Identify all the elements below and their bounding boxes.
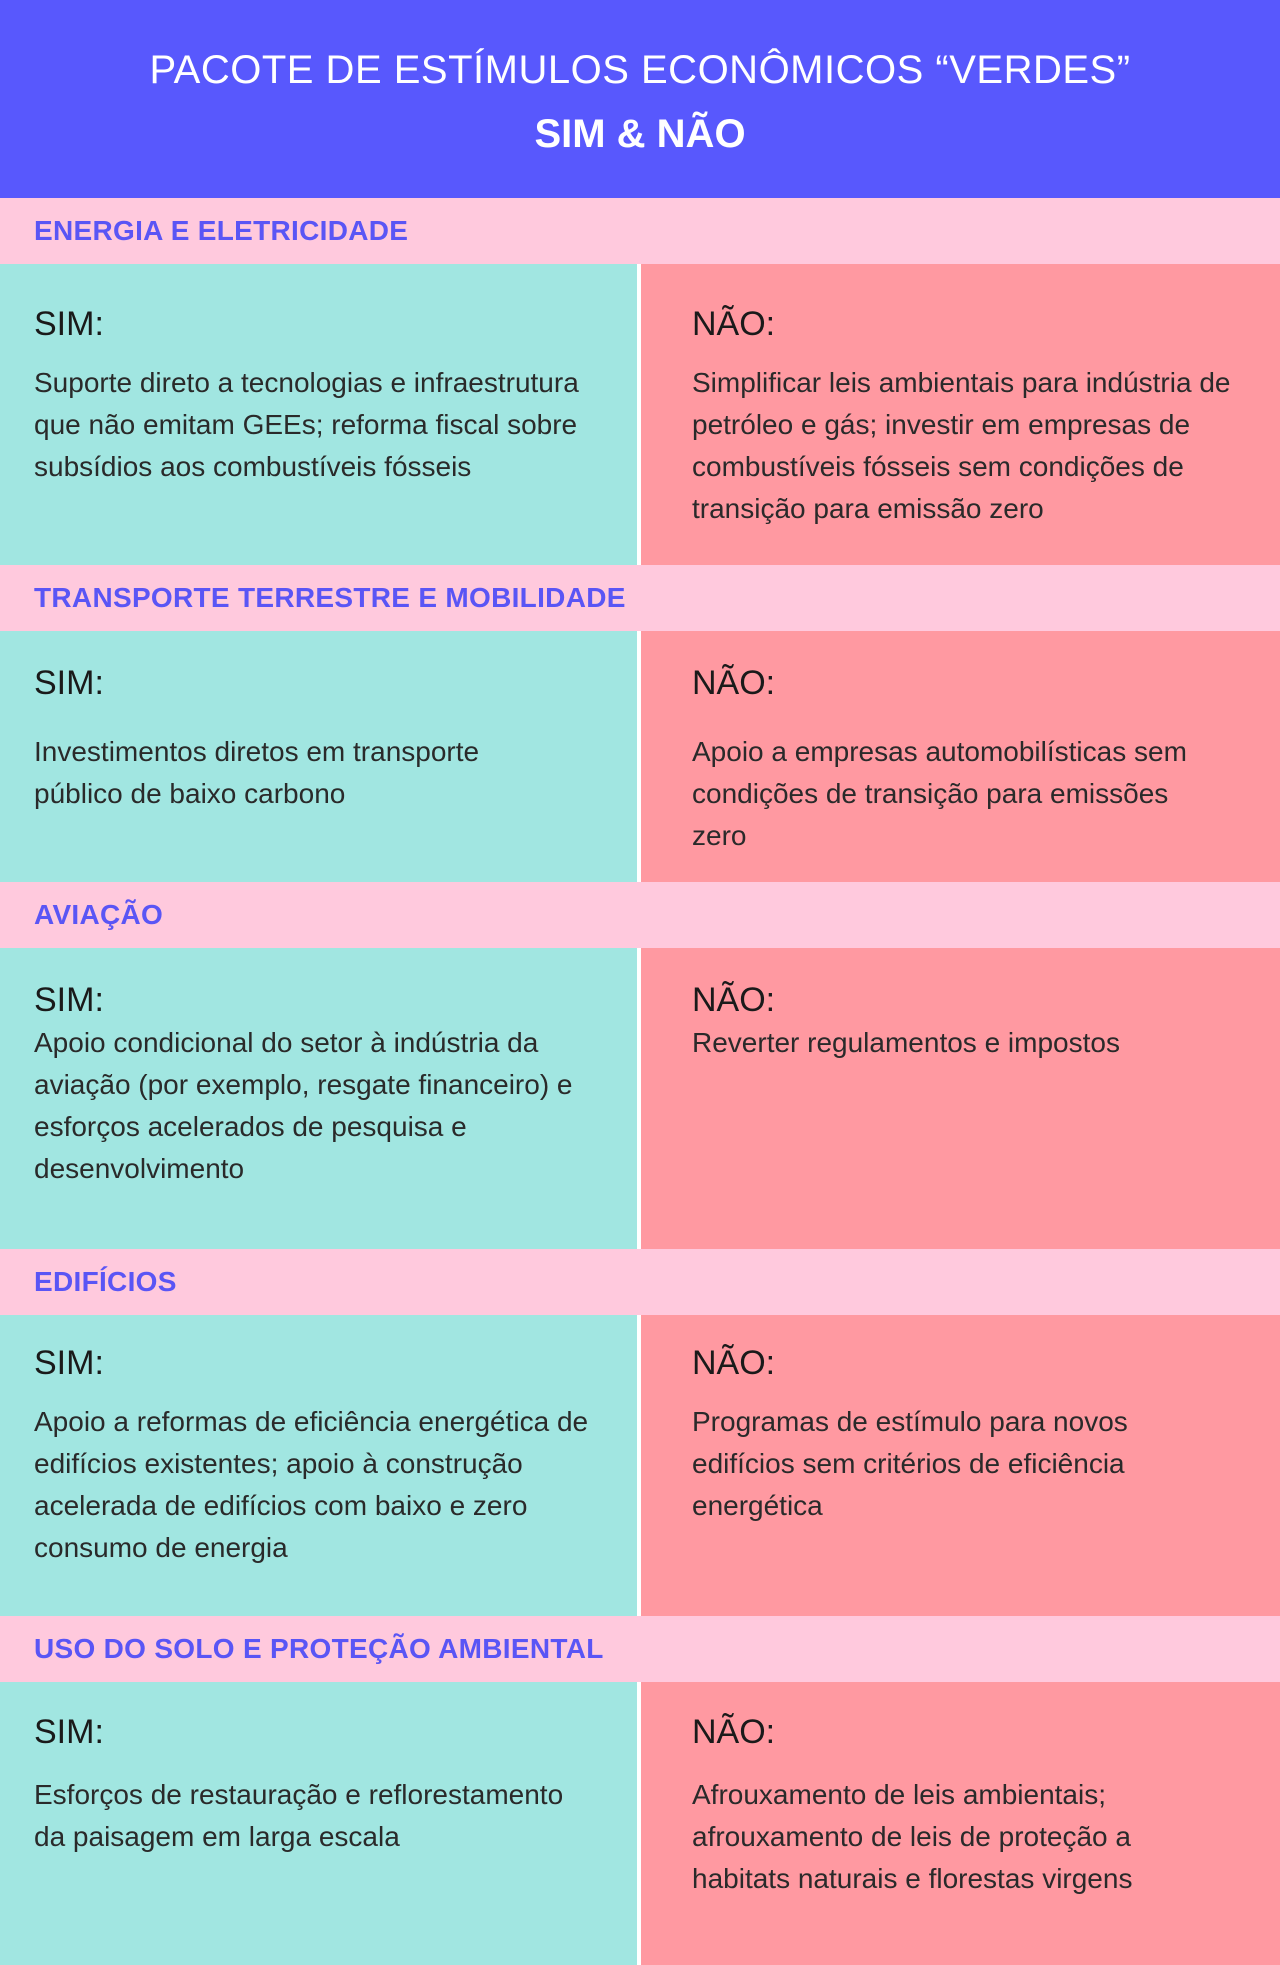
no-panel <box>641 948 1280 1249</box>
title-line-1: PACOTE DE ESTÍMULOS ECONÔMICOS “VERDES” <box>149 48 1131 92</box>
section-energy <box>0 198 1280 565</box>
section-buildings <box>0 1249 1280 1616</box>
no-label: NÃO: <box>692 1713 776 1751</box>
section-title: TRANSPORTE TERRESTRE E MOBILIDADE <box>0 565 1280 631</box>
no-panel <box>641 264 1280 565</box>
no-text: Afrouxamento de leis ambientais; afrouxamento de leis de proteção a habitats naturais e florestas virgens <box>692 1779 1133 1894</box>
yes-label: SIM: <box>34 305 104 343</box>
no-panel <box>641 1315 1280 1616</box>
section-title: AVIAÇÃO <box>0 882 1280 948</box>
no-text: Programas de estímulo para novos edifícios sem critérios de eficiência energética <box>692 1406 1128 1521</box>
yes-text: Esforços de restauração e reflorestamento da paisagem em larga escala <box>34 1779 564 1852</box>
yes-text: Suporte direto a tecnologias e infraestrutura que não emitam GEEs; reforma fiscal sobre subsídios aos combustíveis fósseis <box>34 367 579 482</box>
section-title: ENERGIA E ELETRICIDADE <box>0 198 1280 264</box>
section-land-use <box>0 1616 1280 1965</box>
section-aviation <box>0 882 1280 1249</box>
no-text: Simplificar leis ambientais para indústria de petróleo e gás; investir em empresas de combustíveis fósseis sem condições de transição para emissão zero <box>692 367 1231 524</box>
yes-text: Investimentos diretos em transporte público de baixo carbono <box>34 736 480 809</box>
yes-label: SIM: <box>34 981 104 1019</box>
no-label: NÃO: <box>692 1344 776 1382</box>
section-title: EDIFÍCIOS <box>0 1249 1280 1315</box>
section-transport <box>0 565 1280 882</box>
header <box>0 0 1280 198</box>
no-label: NÃO: <box>692 305 776 343</box>
yes-label: SIM: <box>34 1713 104 1751</box>
no-label: NÃO: <box>692 981 776 1019</box>
yes-panel <box>0 1315 637 1616</box>
no-text: Reverter regulamentos e impostos <box>692 1027 1120 1058</box>
yes-panel <box>0 264 637 565</box>
yes-panel <box>0 631 637 882</box>
no-label: NÃO: <box>692 664 776 702</box>
no-panel <box>641 631 1280 882</box>
title-line-2: SIM & NÃO <box>534 112 746 156</box>
yes-text: Apoio a reformas de eficiência energética de edifícios existentes; apoio à construção acelerada de edifícios com baixo e zero consumo de energia <box>34 1406 589 1563</box>
no-panel <box>641 1682 1280 1965</box>
no-text: Apoio a empresas automobilísticas sem condições de transição para emissões zero <box>692 736 1187 851</box>
section-title: USO DO SOLO E PROTEÇÃO AMBIENTAL <box>0 1616 1280 1682</box>
yes-label: SIM: <box>34 664 104 702</box>
yes-text: Apoio condicional do setor à indústria da aviação (por exemplo, resgate financeiro) e esforços acelerados de pesquisa e desenvolvimento <box>34 1027 573 1184</box>
yes-panel <box>0 1682 637 1965</box>
yes-label: SIM: <box>34 1344 104 1382</box>
yes-panel <box>0 948 637 1249</box>
